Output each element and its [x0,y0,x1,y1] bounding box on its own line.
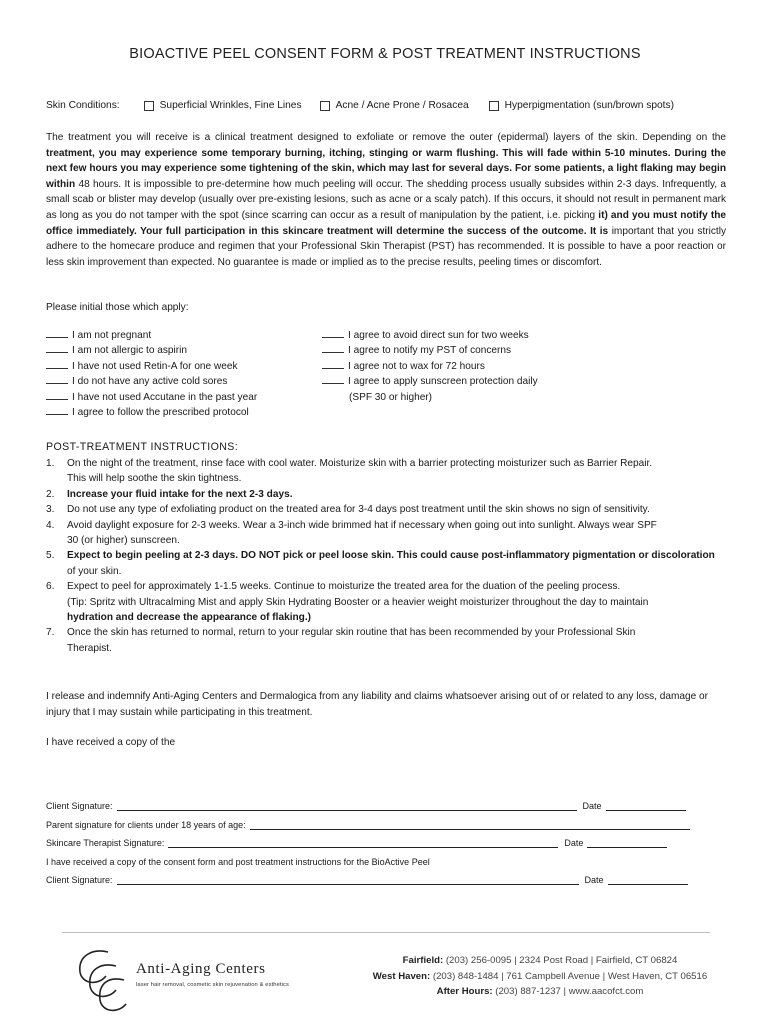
instruction-text: of your skin. [67,565,122,577]
instruction-text: Expect to peel for approximately 1-1.5 weeks. Continue to moisturize the treated area for the duation of the peeling process. [67,581,621,593]
condition-option-wrinkles[interactable] [144,100,302,111]
instruction-text: Once the skin has returned to normal, return to your regular skin routine that has been recommended by your Professional Skin [67,627,636,639]
initial-item[interactable] [322,328,622,343]
initial-blank[interactable] [46,328,68,338]
initial-blank[interactable] [322,328,344,338]
instruction-text: Avoid daylight exposure for 2-3 weeks. Wear a 3-inch wide brimmed hat if necessary when going out into sunlight. Always wear SPF [67,519,657,531]
fairfield-info: (203) 256-0095 | 2324 Post Road | Fairfield, CT 06824 [445,955,678,966]
treatment-description [46,130,726,270]
initial-item[interactable] [46,359,316,374]
initial-text: I agree to notify my PST of concerns [348,345,512,357]
initial-blank[interactable] [322,359,344,369]
initial-item[interactable] [46,374,316,389]
parent-signature-row [46,820,694,830]
copy-received-note: I have received a copy of the consent form and post treatment instructions for the BioActive Peel [46,857,430,867]
initials-left-column [46,328,316,420]
client-signature-field[interactable] [117,801,577,811]
westhaven-label: West Haven: [372,970,431,982]
initial-text: I agree to avoid direct sun for two weeks [348,330,529,341]
company-tagline: laser hair removal, cosmetic skin rejuvenation & esthetics [136,982,290,988]
initial-text: I agree not to wax for 72 hours [348,360,485,372]
instruction-number: 4. [46,519,55,531]
instruction-item [46,487,726,502]
initial-text: I am not pregnant [72,330,152,341]
therapist-date-field[interactable] [587,838,667,848]
date-label: Date [582,801,602,811]
instruction-item [46,456,726,487]
westhaven-contact [340,969,740,985]
instruction-text: On the night of the treatment, rinse face with cool water. Moisturize skin with a barrier protecting moisturizer such as Barrier Repair. [67,458,653,469]
initials-intro: Please initial those which apply: [46,302,189,313]
footer-divider [62,932,710,933]
fairfield-contact [340,953,740,969]
client-date-field-2[interactable] [608,875,688,885]
instruction-number: 3. [46,504,55,516]
instruction-number: 1. [46,458,55,469]
initial-text: I agree to apply sunscreen protection daily [348,376,538,388]
initial-text: I have not used Accutane in the past year [72,391,258,403]
release-statement: I release and indemnify Anti-Aging Centers and Dermalogica from any liability and claims whatsoever arising out of or related to any loss, damage or injury that I may sustain while participating in this treatment. [46,691,709,718]
initial-blank[interactable] [46,390,68,400]
post-treatment-list [46,456,726,656]
initial-text: I am not allergic to aspirin [72,345,188,357]
initial-item[interactable] [322,343,622,358]
client-signature-row [46,801,690,811]
instruction-text: Expect to begin peeling at 2-3 days. DO NOT pick or peel loose skin. This could cause post-inflammatory pigmentation or discoloration [67,550,715,562]
initial-text: I agree to follow the prescribed protocol [72,406,249,418]
initial-item[interactable] [46,405,316,420]
skin-conditions-row [46,100,746,111]
date-label: Date [584,875,604,885]
initial-item[interactable] [322,359,622,374]
copy-received-text: I have received a copy of the [46,737,176,748]
instruction-number: 7. [46,627,55,639]
instruction-item [46,502,726,517]
instruction-text: This will help soothe the skin tightness. [67,473,242,485]
westhaven-info: (203) 848-1484 | 761 Campbell Avenue | West Haven, CT 06516 [432,970,708,982]
intro-text-2: treatment, you may experience some temporary burning, itching, stinging or warm flushing. This will fade within 5-10 minutes. During the next few hours you may experience some tightening of the skin, which may last for several days. For some patients, a light flaking may begin within [46,147,726,190]
condition-label-acne: Acne / Acne Prone / Rosacea [335,100,469,111]
post-treatment-heading: POST-TREATMENT INSTRUCTIONS: [46,441,239,453]
instruction-text: Increase your fluid intake for the next 2-3 days. [67,488,293,500]
initial-blank[interactable] [46,374,68,384]
intro-text-1: The treatment you will receive is a clinical treatment designed to exfoliate or remove the outer (epidermal) layers of the skin. Depending on the [46,132,726,143]
afterhours-label: After Hours: [436,986,493,998]
form-title: BIOACTIVE PEEL CONSENT FORM & POST TREATMENT INSTRUCTIONS [129,46,641,62]
instruction-item [46,548,726,579]
contact-info [340,953,740,1000]
client-signature-label: Client Signature: [46,875,113,885]
initial-blank[interactable] [46,359,68,369]
initial-item[interactable] [46,343,316,358]
instruction-item [46,518,726,549]
instruction-text: (Tip: Spritz with Ultracalming Mist and apply Skin Hydrating Booster or a heavier weight moisturizer throughout the day to maintain [67,596,649,608]
therapist-signature-label: Skincare Therapist Signature: [46,838,165,848]
intro-text-5: important that you strictly adhere to the homecare produce and regimen that your Professional Skin Therapist (PST) has recommended. It is possible to have a poor reaction or less skin improvement than expected. No guarantee is made or implied as to the precise results, peeling times or discomfort. [46,225,726,268]
instruction-number: 2. [46,488,55,500]
initials-right-column [322,328,622,405]
afterhours-info: (203) 887-1237 | www.aacofct.com [495,986,644,998]
initial-blank[interactable] [46,405,68,415]
instruction-item [46,579,726,625]
instruction-text: Do not use any type of exfoliating product on the treated area for 3-4 days post treatment until the skin shows no sign of sensitivity. [67,504,650,516]
date-label: Date [564,838,584,848]
instruction-text: Therapist. [67,642,112,654]
condition-option-hyperpigmentation[interactable] [489,100,674,111]
instruction-text: 30 (or higher) sunscreen. [67,535,180,547]
afterhours-contact [340,984,740,1000]
condition-label-wrinkles: Superficial Wrinkles, Fine Lines [159,100,302,111]
client-signature-label: Client Signature: [46,801,113,811]
initial-blank[interactable] [46,343,68,353]
condition-label-hyperpigmentation: Hyperpigmentation (sun/brown spots) [504,100,674,111]
instruction-text: hydration and decrease the appearance of flaking.) [67,612,311,624]
initial-item[interactable] [46,328,316,343]
client-signature-row-2 [46,875,692,885]
fairfield-label: Fairfield: [402,955,444,966]
instruction-number: 5. [46,550,55,562]
instruction-item [46,625,726,656]
client-signature-field-2[interactable] [117,875,579,885]
intro-text-3: 48 hours. It is impossible to pre-determine how much peeling will occur. The shedding process usually subsides within 2-3 days. Infrequently, a small scab or blister may develop (usually over pre-existing lesions, such as acne or a scaly patch). If this occurs, it should not result in permanent mark as long as you do not tamper with the spot (since scarring can occur as a result of manipulation by the patient, i.e. picking [46,178,726,221]
skin-conditions-label: Skin Conditions: [46,100,120,111]
checkbox-wrinkles[interactable] [144,101,154,111]
parent-signature-field[interactable] [250,820,690,830]
checkbox-acne[interactable] [320,101,330,111]
checkbox-hyperpigmentation[interactable] [489,101,499,111]
therapist-signature-field[interactable] [168,838,558,848]
intro-text-4: it) and you must notify the office immediately. Your full participation in this skincare treatment will determine the success of the outcome. It is [46,209,727,237]
client-date-field[interactable] [606,801,686,811]
anti-aging-centers-logo-icon [70,944,310,1014]
initial-item[interactable] [322,374,622,389]
initial-item[interactable] [46,390,316,405]
condition-option-acne[interactable] [320,100,469,111]
parent-signature-label: Parent signature for clients under 18 years of age: [46,820,246,830]
instruction-number: 6. [46,581,55,593]
company-name: Anti-Aging Centers [136,961,266,977]
therapist-signature-row [46,838,671,848]
initial-continuation: (SPF 30 or higher) [349,391,433,403]
initial-text: I have not used Retin-A for one week [72,360,238,372]
initial-blank[interactable] [322,374,344,384]
initial-blank[interactable] [322,343,344,353]
initial-text: I do not have any active cold sores [72,376,228,388]
